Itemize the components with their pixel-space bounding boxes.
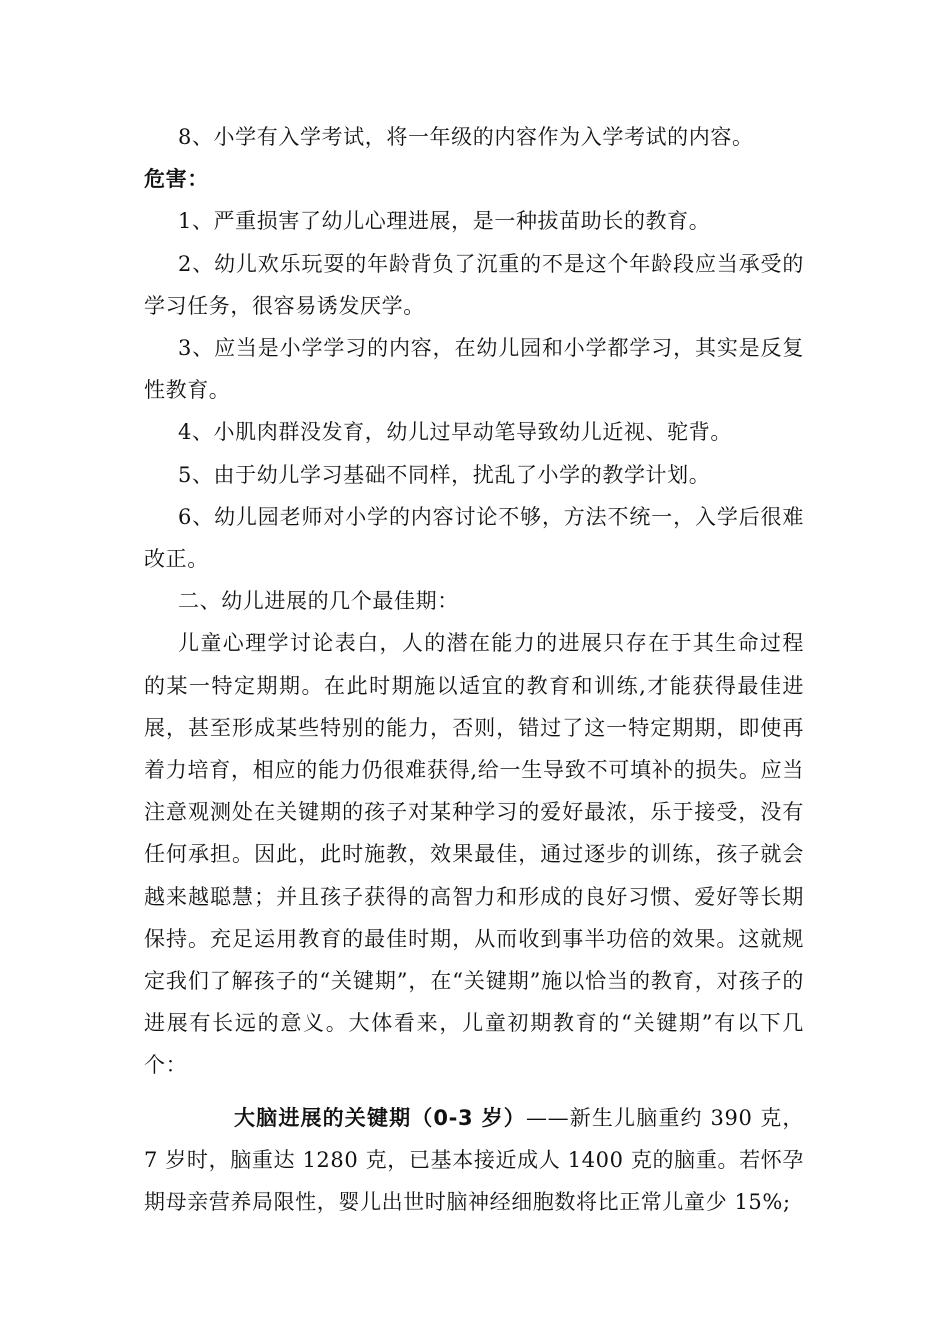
brain-period-text: ——新生儿脑重约 390 克，7 岁时，脑重达 1280 克，已基本接近成人 1400 克的脑重。若怀孕期母亲营养局限性，婴儿出世时脑神经细胞数将比正常儿童少 15%; — [144, 1105, 804, 1215]
harm-item-1: 1、严重损害了幼儿心理进展，是一种拔苗助长的教育。 — [178, 209, 711, 234]
harm-heading: 危害： — [144, 167, 209, 192]
section-two-title: 二、幼儿进展的几个最佳期： — [178, 589, 459, 614]
harm-item-2: 2、幼儿欢乐玩耍的年龄背负了沉重的不是这个年龄段应当承受的学习任务，很容易诱发厌学。 — [144, 251, 804, 318]
harm-item-5: 5、由于幼儿学习基础不同样，扰乱了小学的教学计划。 — [178, 462, 711, 487]
brain-period-paragraph — [144, 1097, 804, 1224]
document-body — [144, 116, 804, 1223]
harm-item-3: 3、应当是小学学习的内容，在幼儿园和小学都学习，其实是反复性教育。 — [144, 336, 804, 403]
intro-paragraph: 儿童心理学讨论表白，人的潜在能力的进展只存在于其生命过程的某一特定期期。在此时期施以适宜的教育和训练,才能获得最佳进展，甚至形成某些特别的能力，否则，错过了这一特定期期，即使再着力培育，相应的能力仍很难获得,给一生导致不可填补的损失。应当注意观测处在关键期的孩子对某种学习的爱好最浓，乐于接受，没有任何承担。因此，此时施教，效果最佳，通过逐步的训练，孩子就会越来越聪慧；并且孩子获得的高智力和形成的良好习惯、爱好等长期保持。充足运用教育的最佳时期，从而收到事半功倍的效果。这就规定我们了解孩子的“关键期”，在“关键期”施以恰当的教育，对孩子的进展有长远的意义。大体看来，儿童初期教育的“关键期”有以下几个： — [144, 631, 804, 1078]
brain-period-title: 大脑进展的关键期（0-3 岁） — [234, 1105, 526, 1130]
harm-item-6: 6、幼儿园老师对小学的内容讨论不够，方法不统一，入学后很难改正。 — [144, 504, 804, 572]
harm-item-4: 4、小肌肉群没发育，幼儿过早动笔导致幼儿近视、驼背。 — [178, 420, 732, 445]
item-8-paragraph: 8、小学有入学考试，将一年级的内容作为入学考试的内容。 — [178, 125, 754, 149]
